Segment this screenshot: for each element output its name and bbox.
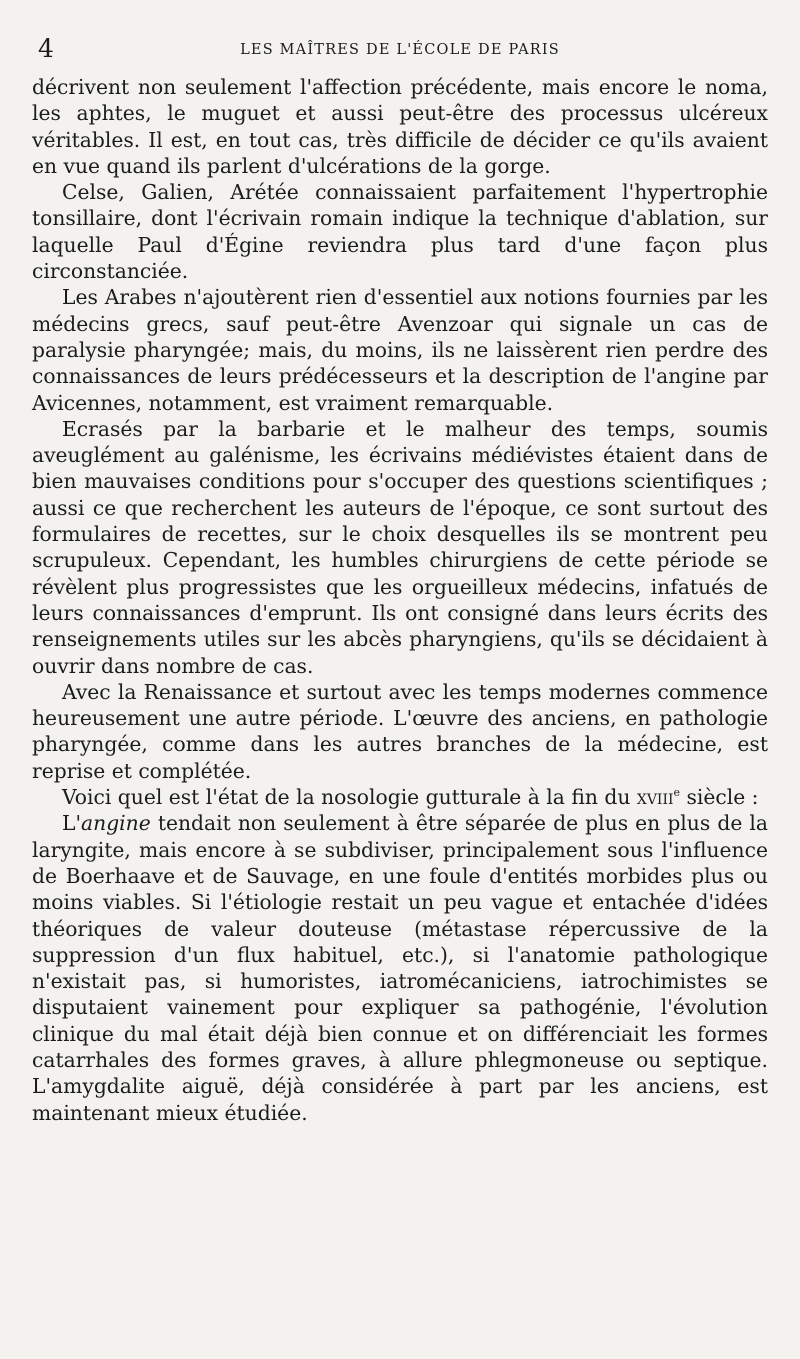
paragraph-5: Avec la Renaissance et surtout avec les temps modernes commence heureusement une autre période. L'œuvre des anciens, en pathologie pharyngée, comme dans les autres branches de la médecine, est reprise et complétée. — [32, 679, 768, 783]
page-number: 4 — [38, 34, 54, 63]
century-superscript: e — [673, 786, 681, 800]
paragraph-6-end: siècle : — [680, 785, 759, 810]
running-title: LES MAÎTRES DE L'ÉCOLE DE PARIS — [240, 42, 560, 58]
century-numeral: xviii — [636, 785, 674, 810]
term-angine: angine — [81, 811, 151, 836]
body-text — [32, 74, 768, 1126]
paragraph-7-text: tendait non seulement à être séparée de plus en plus de la laryngite, mais encore à se subdiviser, principalement sous l'influence de Boerhaave et de Sauvage, en une foule d'entités morbides plus ou moins viables. Si l'étiologie restait un peu vague et entachée d'idées théoriques de valeur douteuse (métastase répercussive de la suppression d'un flux habituel, etc.), si l'anatomie pathologique n'existait pas, si humoristes, iatromécaniciens, iatrochimistes se disputaient vainement pour expliquer sa pathogénie, l'évolution clinique du mal était déjà bien connue et on différenciait les formes catarrhales des formes graves, à allure phlegmoneuse ou septique. L'amygdalite aiguë, déjà considérée à part par les anciens, est maintenant mieux étudiée. — [32, 811, 768, 1125]
paragraph-1: décrivent non seulement l'affection précédente, mais encore le noma, les aphtes, le muguet et aussi peut-être des processus ulcéreux véritables. Il est, en tout cas, très difficile de décider ce qu'ils avaient en vue quand ils parlent d'ulcérations de la gorge. — [32, 75, 768, 178]
paragraph-4: Ecrasés par la barbarie et le malheur des temps, soumis aveuglément au galénisme, les écrivains médiévistes étaient dans de bien mauvaises conditions pour s'occuper des questions scientifiques ; aussi ce que recherchent les auteurs de l'époque, ce sont surtout des formulaires de recettes, sur le choix desquelles ils se montrent peu scrupuleux. Cependant, les humbles chirurgiens de cette période se révèlent plus progressistes que les orgueilleux médecins, infatués de leurs connaissances d'emprunt. Ils ont consigné dans leurs écrits des renseignements utiles sur les abcès pharyngiens, qu'ils se décidaient à ouvrir dans nombre de cas. — [32, 416, 768, 678]
paragraph-7-lead: L' — [62, 811, 82, 836]
paragraph-6 — [32, 784, 768, 810]
running-head — [32, 30, 768, 74]
paragraph-6-text: Voici quel est l'état de la nosologie gutturale à la fin du — [62, 785, 637, 810]
paragraph-3: Les Arabes n'ajoutèrent rien d'essentiel aux notions fournies par les médecins grecs, sauf peut-être Avenzoar qui signale un cas de paralysie pharyngée; mais, du moins, ils ne laissèrent rien perdre des connaissances de leurs prédécesseurs et la description de l'angine par Avicennes, notamment, est vraiment remarquable. — [32, 285, 768, 415]
paragraph-2: Celse, Galien, Arétée connaissaient parfaitement l'hypertrophie tonsillaire, dont l'écrivain romain indique la technique d'ablation, sur laquelle Paul d'Égine reviendra plus tard d'une façon plus circonstanciée. — [32, 180, 768, 284]
paragraph-7 — [32, 810, 768, 1126]
